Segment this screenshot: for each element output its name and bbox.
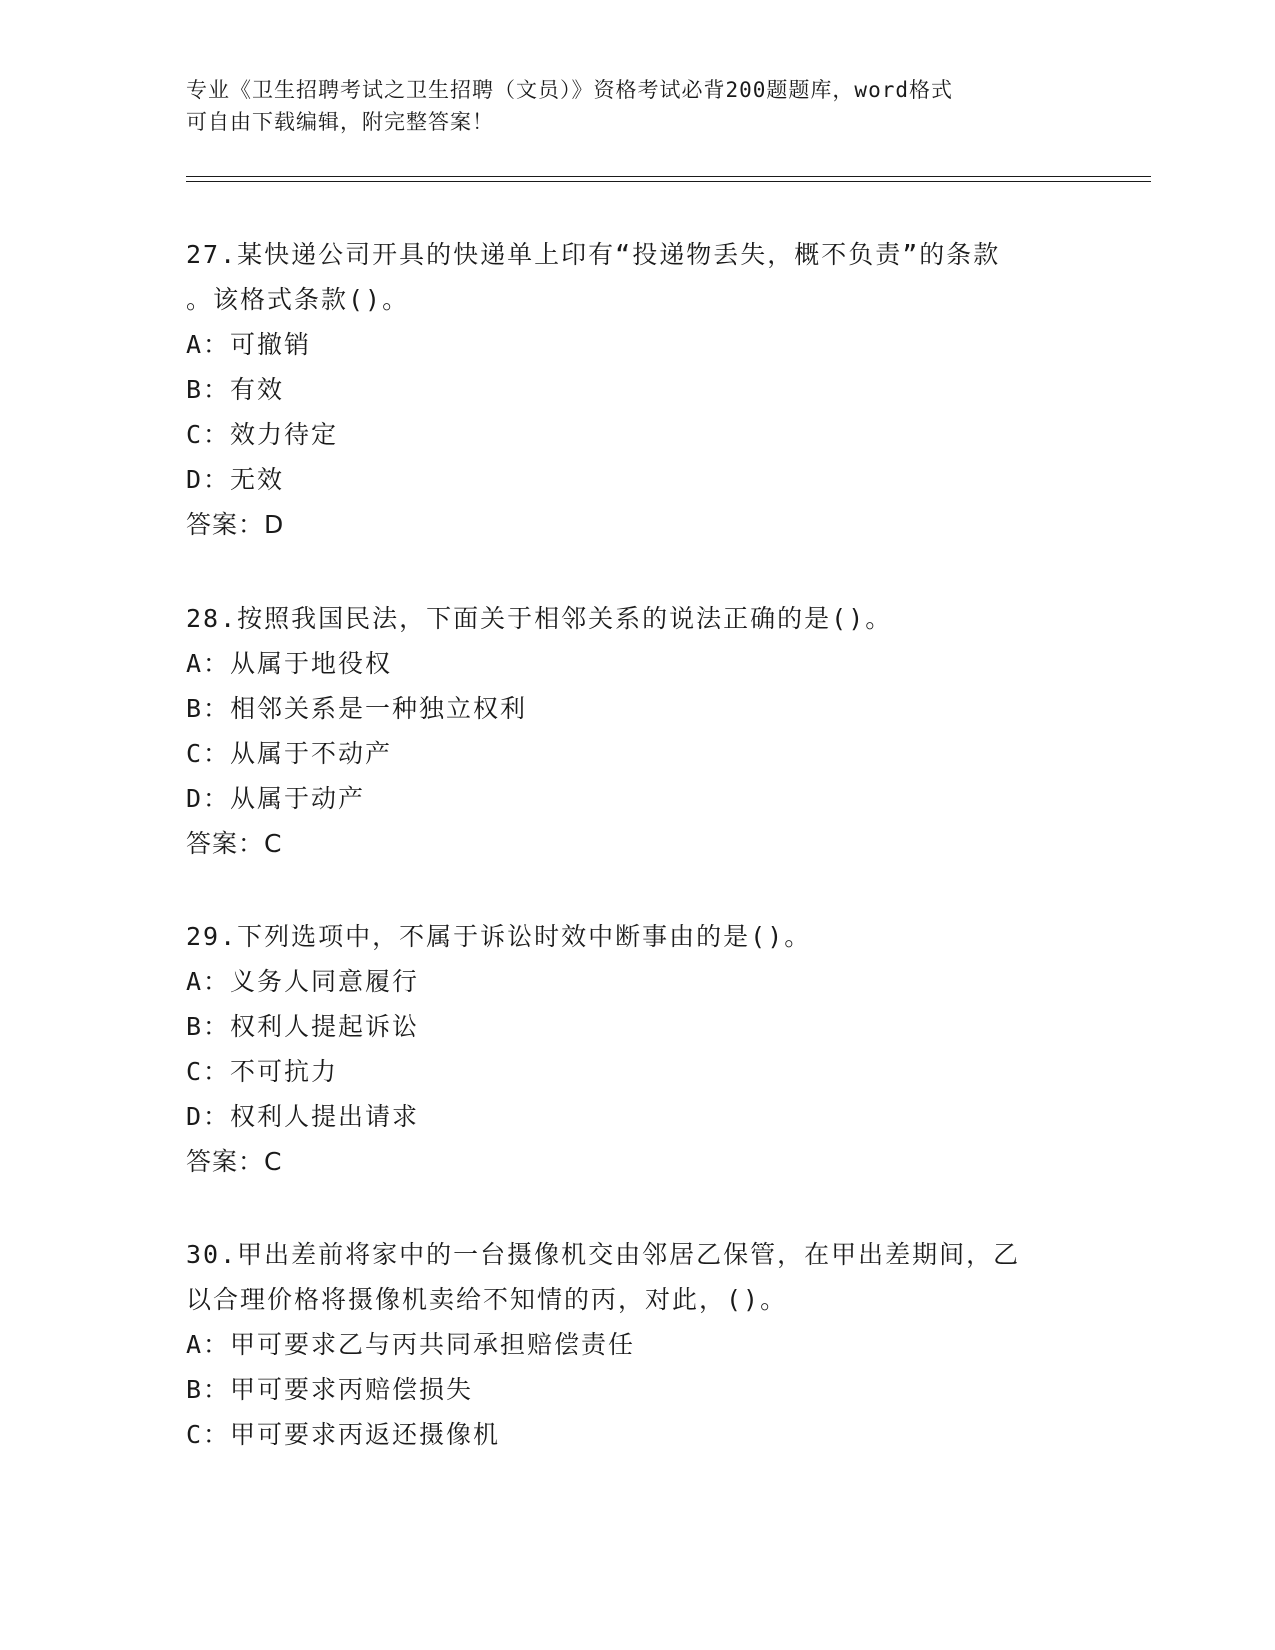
option-d: D：无效 [186, 465, 285, 494]
question-27 [186, 232, 1086, 547]
option-a: A：可撤销 [186, 330, 312, 359]
option-a: A：甲可要求乙与丙共同承担赔偿责任 [186, 1330, 636, 1359]
option-b: B：权利人提起诉讼 [186, 1012, 420, 1041]
option-a: A：从属于地役权 [186, 649, 393, 678]
header-line-1: 专业《卫生招聘考试之卫生招聘（文员）》资格考试必背200题题库，word格式 [186, 78, 953, 102]
option-c: C：甲可要求丙返还摄像机 [186, 1420, 501, 1449]
question-stem: 30.甲出差前将家中的一台摄像机交由邻居乙保管，在甲出差期间，乙 以合理价格将摄像机卖给不知情的丙，对此，()。 [186, 1240, 1021, 1314]
answer-line: 答案：C [186, 829, 283, 858]
question-stem: 29.下列选项中，不属于诉讼时效中断事由的是()。 [186, 922, 812, 951]
header-divider-bottom [186, 181, 1151, 182]
option-c: C：从属于不动产 [186, 739, 393, 768]
question-30 [186, 1232, 1086, 1457]
option-a: A：义务人同意履行 [186, 967, 420, 996]
option-c: C：不可抗力 [186, 1057, 339, 1086]
question-stem: 28.按照我国民法，下面关于相邻关系的说法正确的是()。 [186, 604, 893, 633]
option-b: B：甲可要求丙赔偿损失 [186, 1375, 474, 1404]
answer-line: 答案：D [186, 510, 285, 539]
option-b: B：有效 [186, 375, 285, 404]
answer-line: 答案：C [186, 1147, 283, 1176]
question-28 [186, 596, 1086, 866]
header-line-2: 可自由下载编辑，附完整答案！ [186, 110, 494, 134]
header-divider-top [186, 176, 1151, 177]
option-c: C：效力待定 [186, 420, 339, 449]
document-header [186, 74, 1086, 138]
question-stem: 27.某快递公司开具的快递单上印有“投递物丢失，概不负责”的条款 。该格式条款()。 [186, 240, 1001, 314]
option-b: B：相邻关系是一种独立权利 [186, 694, 528, 723]
option-d: D：从属于动产 [186, 784, 366, 813]
question-29 [186, 914, 1086, 1184]
option-d: D：权利人提出请求 [186, 1102, 420, 1131]
